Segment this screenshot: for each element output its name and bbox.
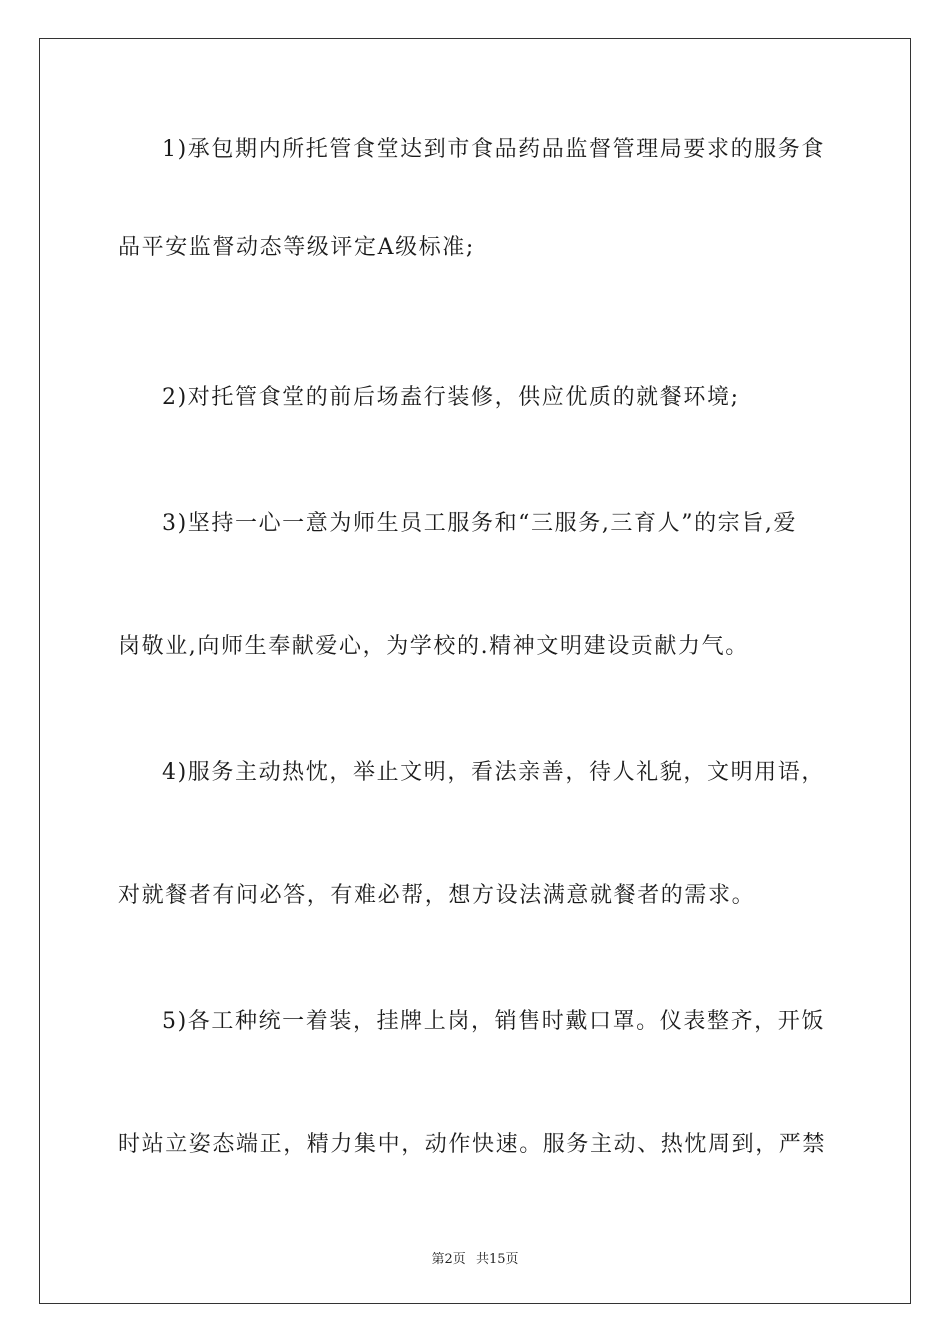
paragraph-4-line-2: 对就餐者有问必答，有难必帮，想方设法满意就餐者的需求。 — [118, 883, 756, 908]
paragraph-5-line-2: 时站立姿态端正，精力集中，动作快速。服务主动、热忱周到，严禁 — [118, 1132, 827, 1157]
page-footer — [0, 1248, 950, 1267]
paragraph-2-line-1: 2)对托管食堂的前后场盍行装修，供应优质的就餐环境; — [162, 385, 740, 410]
paragraph-1-line-2: 品平安监督动态等级评定A级标准; — [118, 235, 475, 260]
paragraph-4-line-1: 4)服务主动热忱，举止文明，看法亲善，待人礼貌，文明用语， — [162, 760, 825, 785]
paragraph-5-line-1: 5)各工种统一着装，挂牌上岗，销售时戴口罩。仪表整齐，开饭 — [162, 1009, 825, 1034]
paragraph-3-line-2: 岗敬业,向师生奉献爱心，为学校的.精神文明建设贡献力气。 — [118, 634, 749, 659]
page-total: 共15页 — [475, 1252, 519, 1267]
page-number: 第2页 — [431, 1252, 466, 1267]
page-frame — [39, 38, 911, 1304]
paragraph-1-line-1: 1)承包期内所托管食堂达到市食品药品监督管理局要求的服务食 — [162, 137, 825, 162]
paragraph-3-line-1: 3)坚持一心一意为师生员工服务和“三服务,三育人”的宗旨,爱 — [162, 511, 798, 536]
